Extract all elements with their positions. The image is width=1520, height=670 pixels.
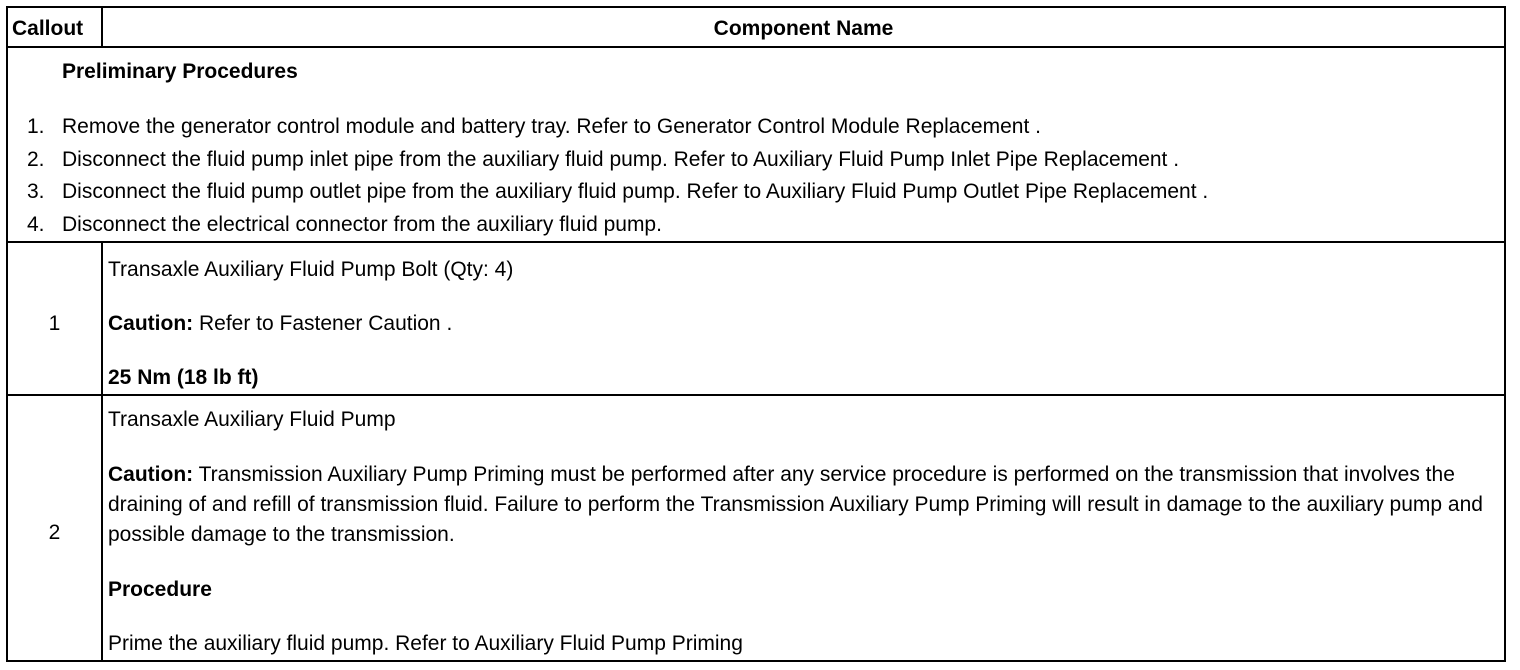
caution-text: Refer to Fastener Caution . xyxy=(193,312,453,335)
step-text: Disconnect the electrical connector from the auxiliary fluid pump. xyxy=(62,213,662,236)
component-name: Transaxle Auxiliary Fluid Pump Bolt (Qty: 4) xyxy=(108,258,514,281)
caution-label: Caution: xyxy=(108,463,194,486)
step-number: 3. xyxy=(27,180,45,203)
component-table xyxy=(6,6,1506,662)
row-1-column-divider xyxy=(101,241,103,394)
row-2-column-divider xyxy=(101,394,103,660)
preliminary-procedures-title: Preliminary Procedures xyxy=(62,60,298,83)
caution-line xyxy=(108,312,452,336)
caution-label: Caution: xyxy=(108,312,194,335)
caution-paragraph xyxy=(108,460,1503,550)
callout-number: 2 xyxy=(48,521,61,544)
step-number: 4. xyxy=(27,213,45,236)
component-name-header: Component Name xyxy=(713,17,894,40)
callout-header: Callout xyxy=(12,17,84,40)
step-number: 2. xyxy=(27,148,45,171)
step-text: Disconnect the fluid pump outlet pipe from the auxiliary fluid pump. Refer to Auxiliary Fluid Pump Outlet Pipe Replacement . xyxy=(62,180,1209,203)
preliminary-row-divider xyxy=(8,241,1504,243)
component-name: Transaxle Auxiliary Fluid Pump xyxy=(108,408,396,431)
step-text: Remove the generator control module and battery tray. Refer to Generator Control Module Replacement . xyxy=(62,115,1041,138)
caution-text: Transmission Auxiliary Pump Priming must be performed after any service procedure is performed on the transmission that involves the draining of and refill of transmission fluid. Failure to perform the Transmission Auxiliary Pump Priming will result in damage to the auxiliary pump and possible damage to the transmission. xyxy=(108,463,1483,546)
step-text: Disconnect the fluid pump inlet pipe from the auxiliary fluid pump. Refer to Auxiliary Fluid Pump Inlet Pipe Replacement . xyxy=(62,148,1180,171)
procedure-heading: Procedure xyxy=(108,578,212,601)
callout-number: 1 xyxy=(48,312,61,335)
header-row-divider xyxy=(8,46,1504,48)
step-number: 1. xyxy=(27,115,45,138)
torque-spec: 25 Nm (18 lb ft) xyxy=(108,366,259,389)
procedure-text: Prime the auxiliary fluid pump. Refer to Auxiliary Fluid Pump Priming xyxy=(108,632,743,655)
row-1-divider xyxy=(8,394,1504,396)
